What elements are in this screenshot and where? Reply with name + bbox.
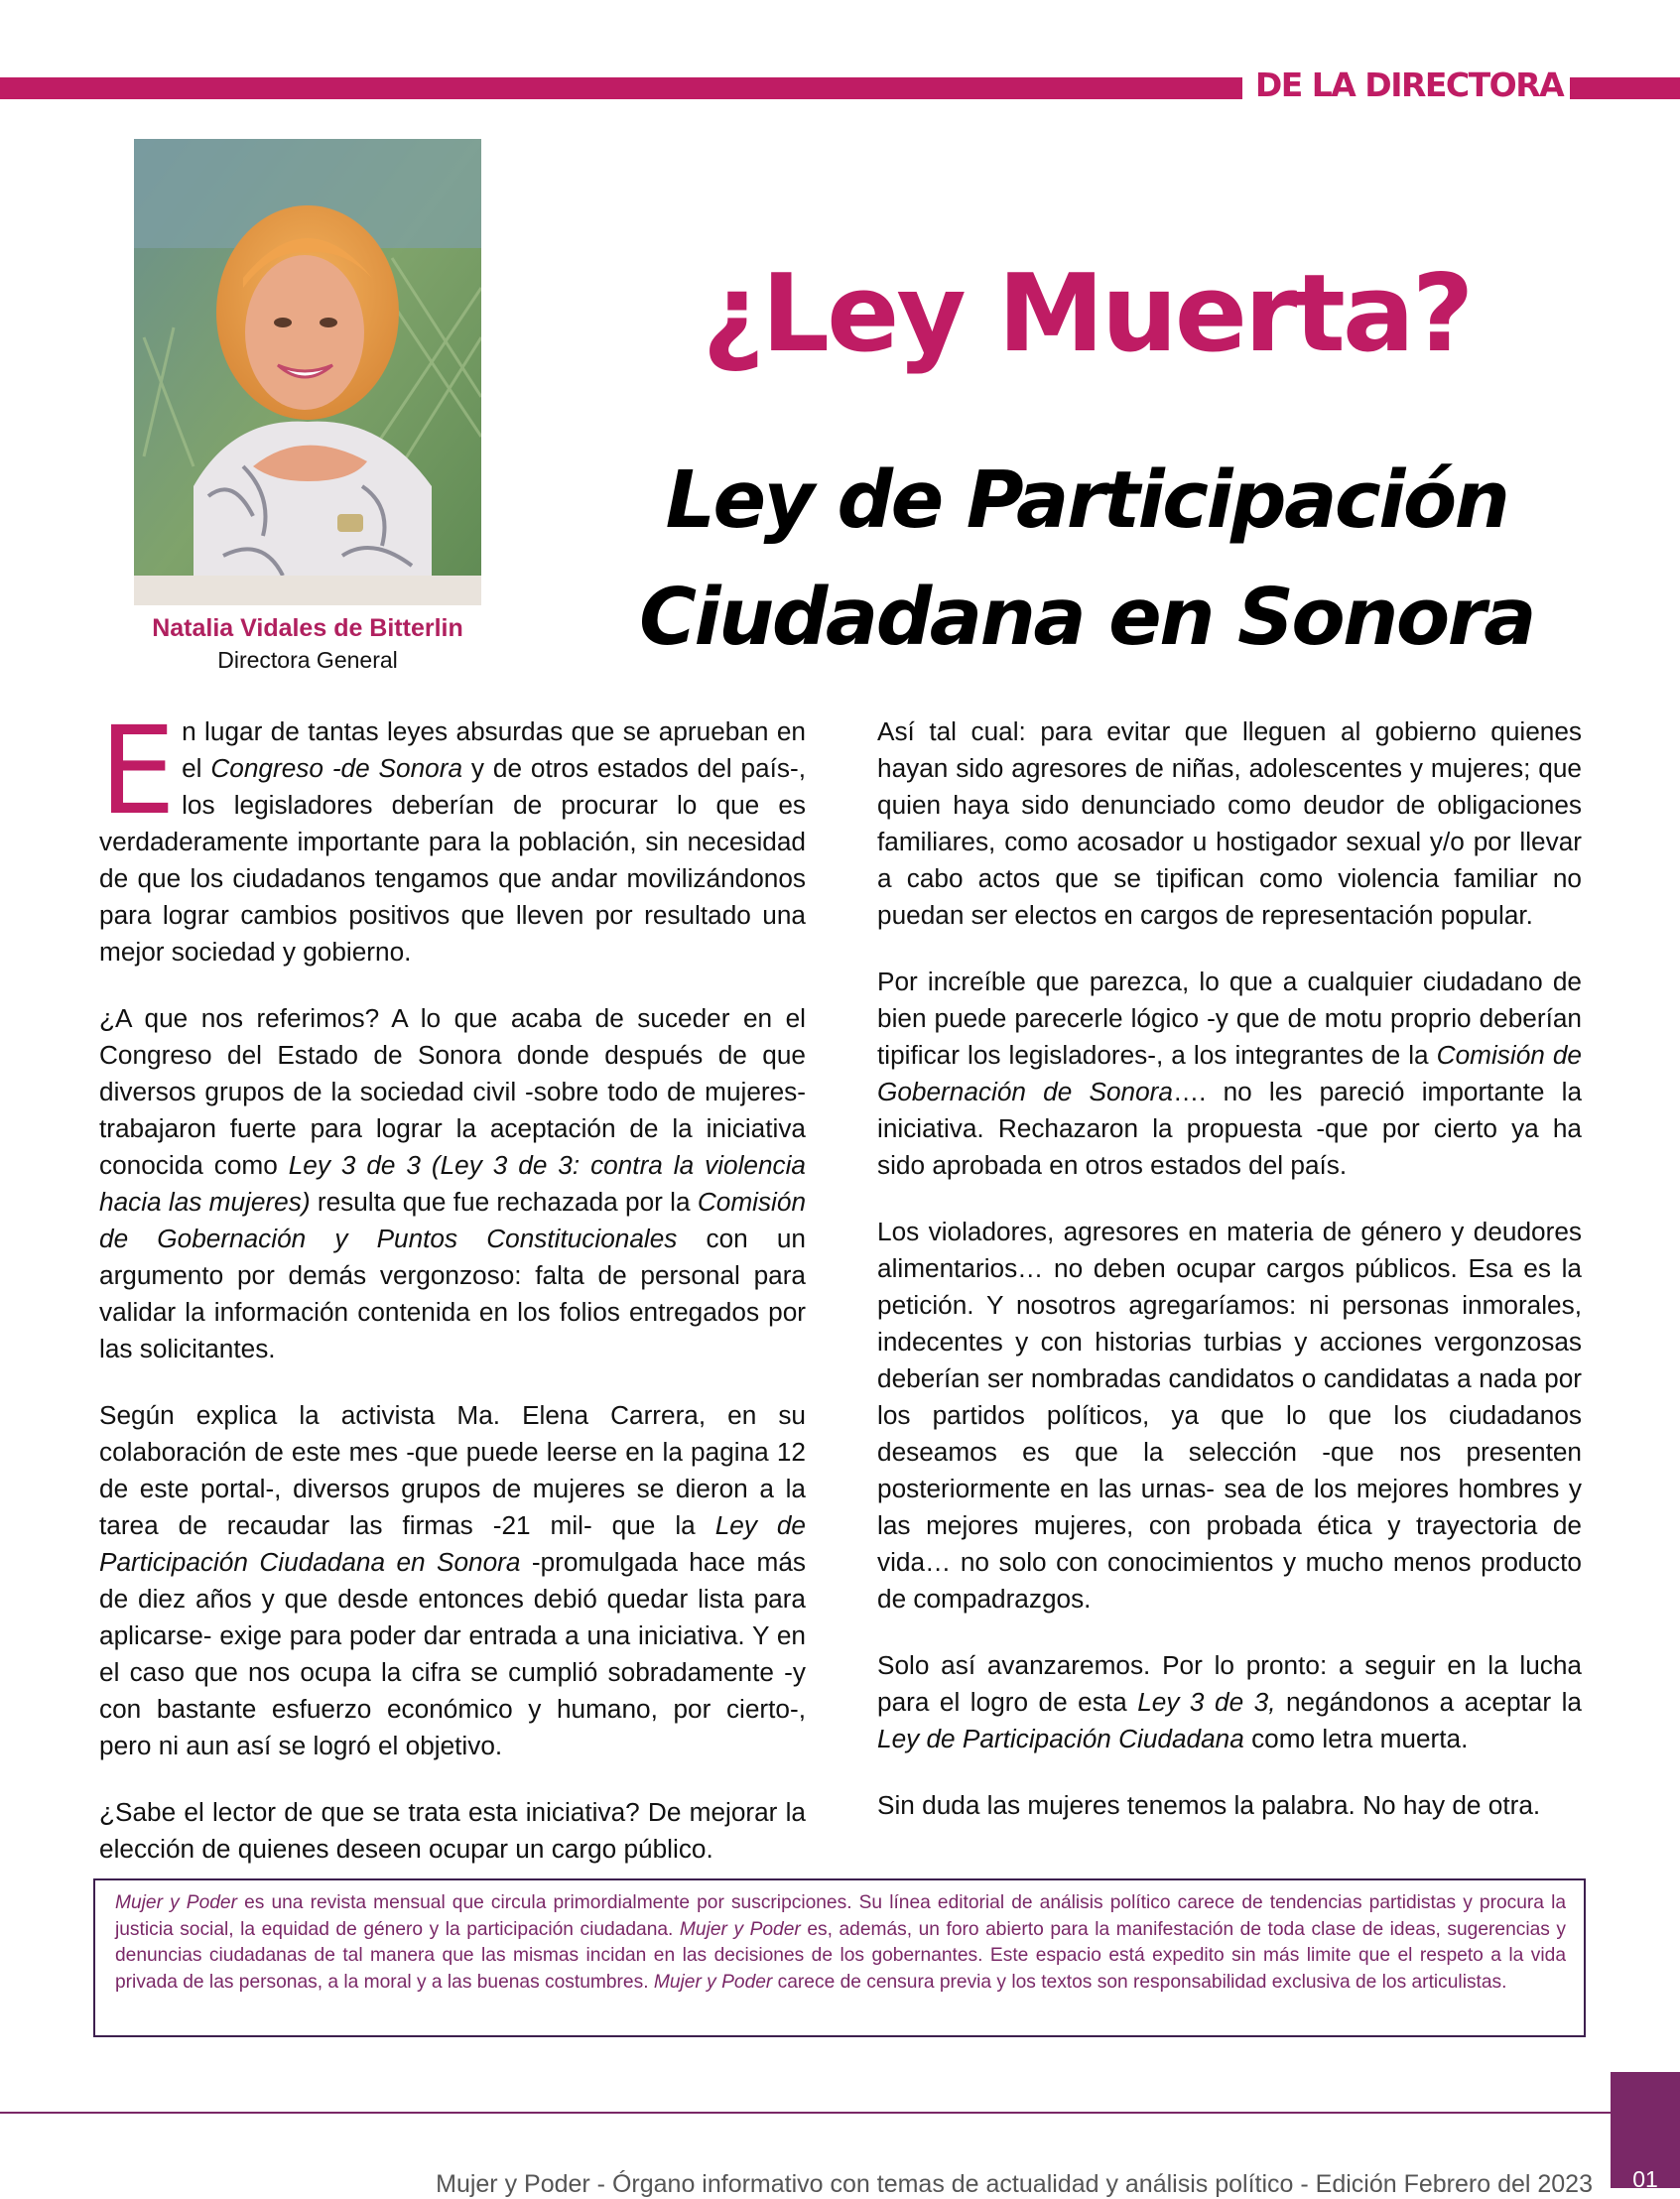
paragraph: En lugar de tantas leyes absurdas que se aprueban en el Congreso -de Sonora y de otros estados del país-, los legisladores deberían de procurar lo que es verdaderamente importante para la población, sin necesidad de que los ciudadanos tengamos que andar movilizándonos para lograr cambios positivos que lleven por resultado una mejor sociedad y gobierno. [99, 701, 806, 967]
paragraph: ¿Sabe el lector de que se trata esta iniciativa? De mejorar la elección de quienes deseen ocupar un cargo público. [99, 1797, 806, 1864]
editorial-note: Mujer y Poder es una revista mensual que circula primordialmente por suscripciones. Su línea editorial de análisis político carece de tendencias partidistas y procura la justicia social, la equidad de género y la participación ciudadana. Mujer y Poder es, además, un foro abierto para la manifestación de toda clase de ideas, sugerencias y denuncias ciudadanas de tal manera que las mismas incidan en las decisiones de los gobernantes. Este espacio está expedito sin más limite que el respeto a la vida privada de las personas, a la moral y a las buenas costumbres. Mujer y Poder carece de censura previa y los textos son responsabilidad exclusiva de los articulistas. [93, 1878, 1586, 2037]
header-rule-left [0, 77, 1242, 99]
paragraph: Sin duda las mujeres tenemos la palabra. No hay de otra. [877, 1790, 1541, 1820]
footer-text: Mujer y Poder - Órgano informativo con temas de actualidad y análisis político - Edición Febrero del 2023 [436, 2170, 1593, 2198]
footer-rule [0, 2112, 1611, 2114]
article-column-left [99, 701, 807, 1897]
subheadline-line-1: Ley de Participación [665, 454, 1508, 546]
subheadline-line-2: Ciudadana en Sonora [639, 572, 1534, 663]
paragraph: Por increíble que parezca, lo que a cualquier ciudadano de bien puede parecerle lógico -y que de motu proprio deberían tipificar los legisladores-, a los integrantes de la Comisión de Gobernación de Sonora…. no les pareció importante la iniciativa. Rechazaron la propuesta -que por cierto ya ha sido aprobada en otros estados del país. [877, 967, 1583, 1180]
headline: ¿Ley Muerta? [702, 252, 1472, 376]
author-portrait [134, 139, 481, 605]
paragraph: Los violadores, agresores en materia de género y deudores alimentarios… no deben ocupar cargos públicos. Esa es la petición. Y nosotros agregaríamos: ni personas inmorales, indecentes y con historias turbias y acciones vergonzosas deberían ser nombradas candidatos o candidatas a nada por los partidos políticos, ya que lo que los ciudadanos deseamos es que la selección -que nos presenten posteriormente en las urnas- sea de los mejores hombres y las mejores mujeres, con probada ética y trayectoria de vida… no solo con conocimientos y mucho menos producto de compadrazgos. [877, 1217, 1582, 1614]
subheadline [516, 442, 1657, 676]
article-column-right [877, 713, 1582, 1854]
drop-cap: E [99, 701, 177, 841]
paragraph: Solo así avanzaremos. Por lo pronto: a seguir en la lucha para el logro de esta Ley 3 de 3, negándonos a aceptar la Ley de Participación Ciudadana como letra muerta. [877, 1650, 1582, 1753]
author-name: Natalia Vidales de Bitterlin [152, 614, 463, 642]
paragraph: Según explica la activista Ma. Elena Carrera, en su colaboración de este mes -que puede leerse en la pagina 12 de este portal-, diversos grupos de mujeres se dieron a la tarea de recaudar las firmas -21 mil- que la Ley de Participación Ciudadana en Sonora -promulgada hace más de diez años y que desde entonces debió quedar lista para aplicarse- exige para poder dar entrada a una iniciativa. Y en el caso que nos ocupa la cifra se cumplió sobradamente -y con bastante esfuerzo económico y humano, por cierto-, pero ni aun así se logró el objetivo. [99, 1400, 806, 1760]
header-rule-right [1570, 77, 1680, 99]
section-label: DE LA DIRECTORA [1254, 65, 1564, 104]
paragraph: Así tal cual: para evitar que lleguen al gobierno quienes hayan sido agresores de niñas, adolescentes y mujeres; que quien haya sido denunciado como deudor de obligaciones familiares, como acosador u hostigador sexual y/o por llevar a cabo actos que se tipifican como violencia familiar no puedan ser electos en cargos de representación popular. [877, 716, 1582, 930]
author-role: Directora General [217, 647, 398, 673]
page-number: 01 [1632, 2166, 1658, 2192]
paragraph: ¿A que nos referimos? A lo que acaba de suceder en el Congreso del Estado de Sonora donde después de que diversos grupos de la sociedad civil -sobre todo de mujeres- trabajaron fuerte para lograr la aceptación de la iniciativa conocida como Ley 3 de 3 (Ley 3 de 3: contra la violencia hacia las mujeres) resulta que fue rechazada por la Comisión de Gobernación y Puntos Constitucionales con un argumento por demás vergonzoso: falta de personal para validar la información contenida en los folios entregados por las solicitantes. [99, 1003, 807, 1363]
